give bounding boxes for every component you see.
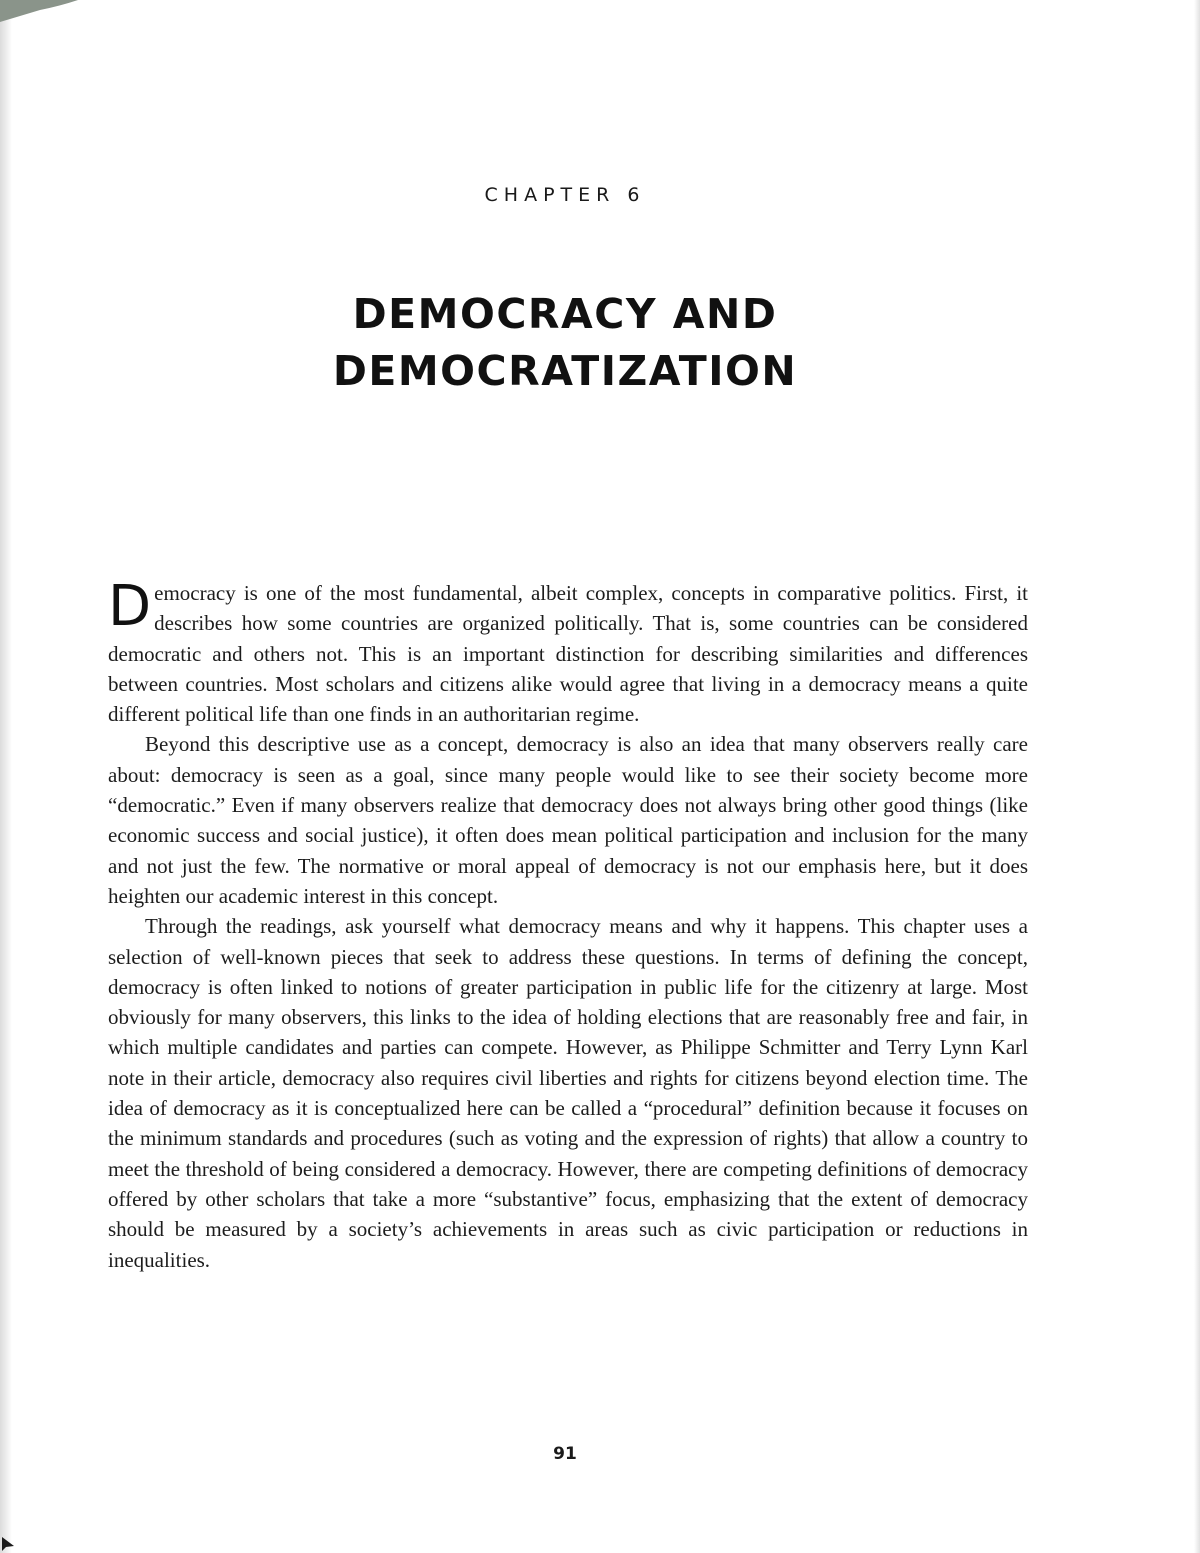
chapter-title-line-2: DEMOCRATIZATION [332, 347, 798, 395]
chapter-title [0, 286, 1130, 400]
paragraph-1-text: emocracy is one of the most fundamental, albeit complex, concepts in comparative politics. First, it describes how some countries are organized politically. That is, some countries can be considered democratic and others not. This is an important distinction for describing similarities and differences between countries. Most scholars and citizens alike would agree that living in a democracy means a quite different political life than one finds in an authoritarian regime. [108, 581, 1028, 727]
page-number: 91 [553, 1444, 577, 1464]
scan-right-edge [1194, 0, 1200, 1553]
paragraph-3: Through the readings, ask yourself what democracy means and why it happens. This chapter uses a selection of well-known pieces that seek to address these questions. In terms of defining the concept, democracy is often linked to notions of greater participation in public life for the citizenry at large. Most obviously for many observers, this links to the idea of holding elections that are reasonably free and fair, in which multiple candidates and parties can compete. However, as Philippe Schmitter and Terry Lynn Karl note in their article, democracy also requires civil liberties and rights for citizens beyond election time. The idea of democracy as it is conceptualized here can be called a “procedural” definition because it focuses on the minimum standards and procedures (such as voting and the expression of rights) that allow a country to meet the threshold of being considered a democracy. However, there are competing definitions of democracy offered by other scholars that take a more “substantive” focus, emphasizing that the extent of democracy should be measured by a society’s achievements in areas such as civic participation or reductions in inequalities. [108, 914, 1028, 1272]
corner-arrow-mark [2, 1537, 14, 1551]
body-text [108, 574, 1028, 1275]
scan-left-edge [0, 0, 12, 1553]
paragraph-2: Beyond this descriptive use as a concept, democracy is also an idea that many observers really care about: democracy is seen as a goal, since many people would like to see their society become more “democratic.” Even if many observers realize that democracy does not always bring other good things (like economic success and social justice), it often does mean political participation and inclusion for the many and not just the few. The normative or moral appeal of democracy is not our emphasis here, but it does heighten our academic interest in this concept. [108, 732, 1028, 908]
drop-cap: D [108, 574, 152, 639]
chapter-title-line-1: DEMOCRACY AND [352, 290, 778, 338]
chapter-label: CHAPTER 6 [484, 184, 646, 206]
paragraph-1 [108, 574, 1028, 729]
corner-shadow-mark [0, 0, 80, 24]
